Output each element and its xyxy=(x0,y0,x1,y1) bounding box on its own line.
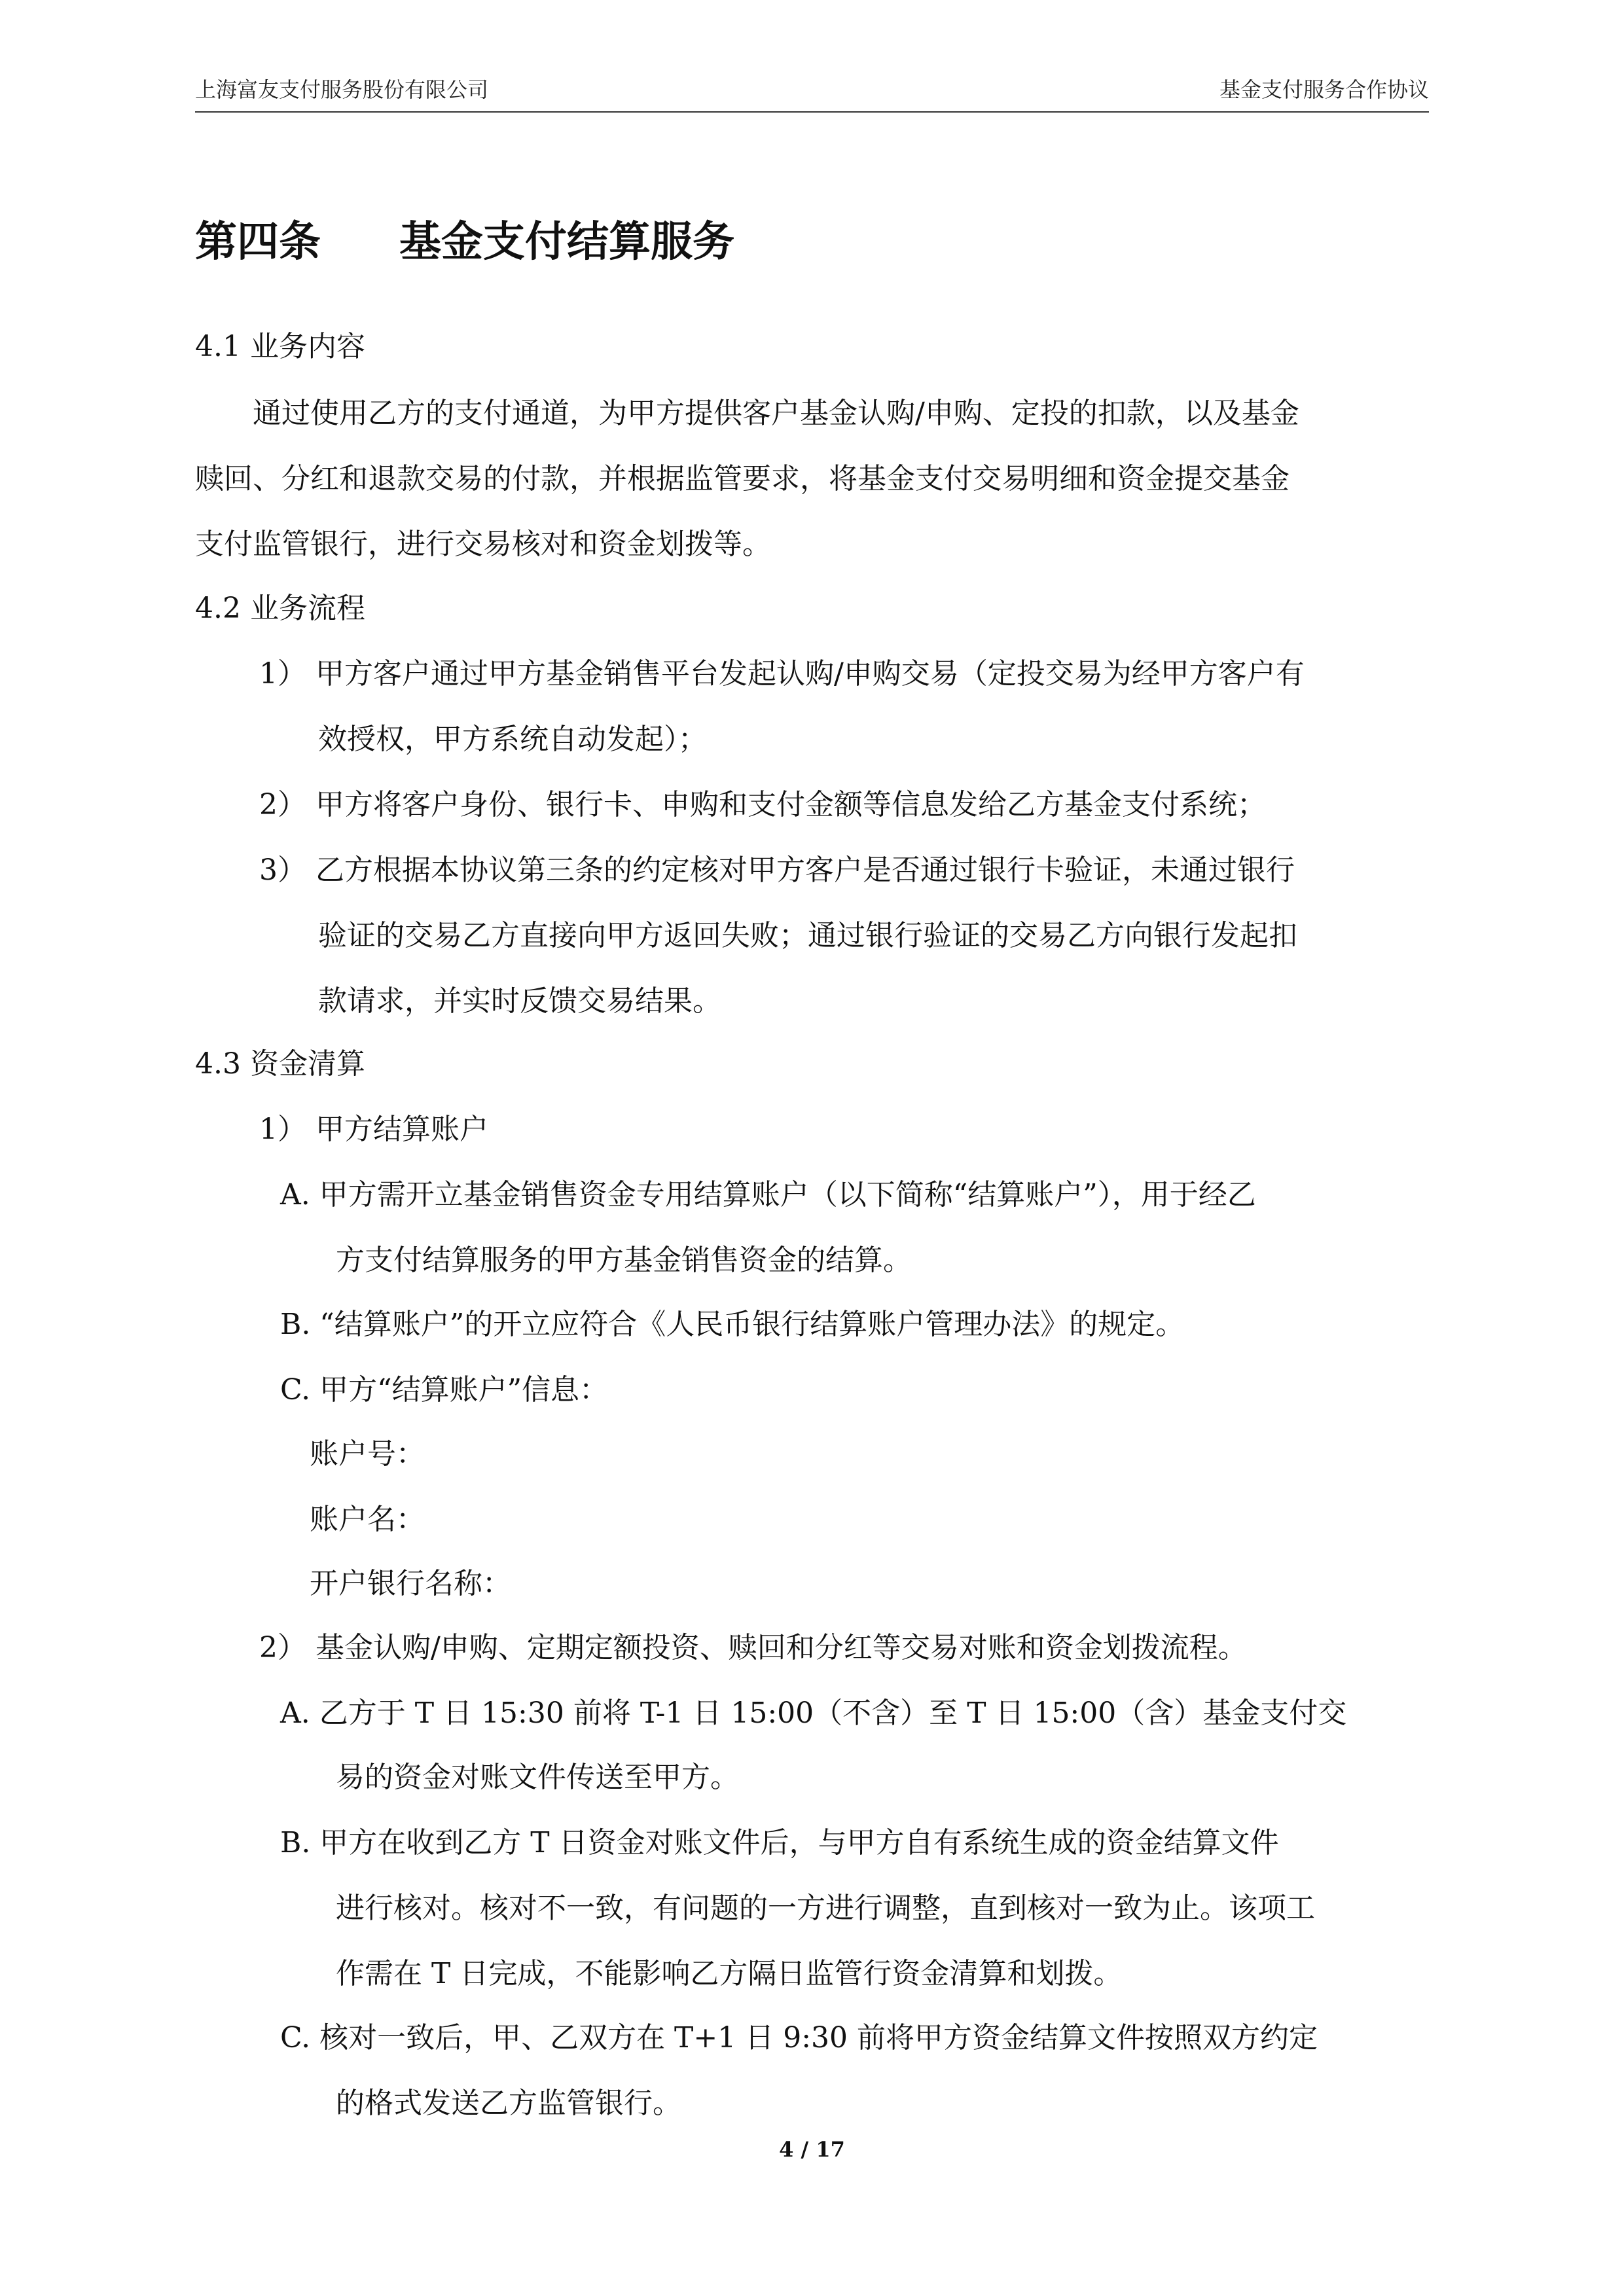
page-number: 4 / 17 xyxy=(779,2137,845,2162)
list-item: 1） 甲方结算账户 xyxy=(259,1113,488,1146)
list-item-continuation: 款请求，并实时反馈交易结果。 xyxy=(318,984,721,1018)
sub-item: B. “结算账户”的开立应符合《人民币银行结算账户管理办法》的规定。 xyxy=(280,1308,1185,1341)
sub-item-continuation: 作需在 T 日完成，不能影响乙方隔日监管行资金清算和划拨。 xyxy=(336,1957,1123,1990)
field-account-name: 账户名： xyxy=(310,1503,425,1536)
list-item-continuation: 验证的交易乙方直接向甲方返回失败；通过银行验证的交易乙方向银行发起扣 xyxy=(318,919,1297,952)
sub-item: C. 甲方“结算账户”信息： xyxy=(280,1373,609,1407)
paragraph-line: 赎回、分红和退款交易的付款，并根据监管要求，将基金支付交易明细和资金提交基金 xyxy=(195,462,1290,495)
article-heading xyxy=(195,208,734,268)
field-account-number: 账户号： xyxy=(310,1437,425,1471)
paragraph-line: 支付监管银行，进行交易核对和资金划拨等。 xyxy=(195,528,771,561)
list-item: 3） 乙方根据本协议第三条的约定核对甲方客户是否通过银行卡验证，未通过银行 xyxy=(259,853,1295,887)
paragraph-line: 通过使用乙方的支付通道，为甲方提供客户基金认购/申购、定投的扣款，以及基金 xyxy=(253,397,1299,430)
article-number: 第四条 xyxy=(195,218,321,266)
sub-item: C. 核对一致后，甲、乙双方在 T+1 日 9:30 前将甲方资金结算文件按照双方约定 xyxy=(280,2021,1318,2054)
section-heading-4-3: 4.3 资金清算 xyxy=(195,1047,365,1081)
sub-item-continuation: 易的资金对账文件传送至甲方。 xyxy=(336,1761,739,1794)
list-item-continuation: 效授权，甲方系统自动发起）； xyxy=(318,723,707,756)
list-item: 1） 甲方客户通过甲方基金销售平台发起认购/申购交易（定投交易为经甲方客户有 xyxy=(259,657,1305,691)
section-heading-4-2: 4.2 业务流程 xyxy=(195,592,365,625)
sub-item: B. 甲方在收到乙方 T 日资金对账文件后，与甲方自有系统生成的资金结算文件 xyxy=(280,1826,1279,1859)
sub-item-continuation: 进行核对。核对不一致，有问题的一方进行调整，直到核对一致为止。该项工 xyxy=(336,1892,1315,1925)
header-rule xyxy=(195,111,1429,113)
sub-item-continuation: 方支付结算服务的甲方基金销售资金的结算。 xyxy=(336,1244,912,1277)
list-item: 2） 甲方将客户身份、银行卡、申购和支付金额等信息发给乙方基金支付系统； xyxy=(259,788,1266,821)
header-company: 上海富友支付服务股份有限公司 xyxy=(195,77,489,102)
sub-item: A. 甲方需开立基金销售资金专用结算账户（以下简称“结算账户”），用于经乙 xyxy=(280,1178,1256,1211)
sub-item-continuation: 的格式发送乙方监管银行。 xyxy=(336,2087,681,2120)
section-heading-4-1: 4.1 业务内容 xyxy=(195,330,365,363)
field-bank-name: 开户银行名称： xyxy=(310,1567,511,1600)
article-title: 基金支付结算服务 xyxy=(399,218,734,266)
header-doc-title: 基金支付服务合作协议 xyxy=(1219,77,1429,102)
sub-item: A. 乙方于 T 日 15:30 前将 T-1 日 15:00（不含）至 T 日 15:00（含）基金支付交 xyxy=(280,1696,1347,1730)
list-item: 2） 基金认购/申购、定期定额投资、赎回和分红等交易对账和资金划拨流程。 xyxy=(259,1631,1247,1664)
